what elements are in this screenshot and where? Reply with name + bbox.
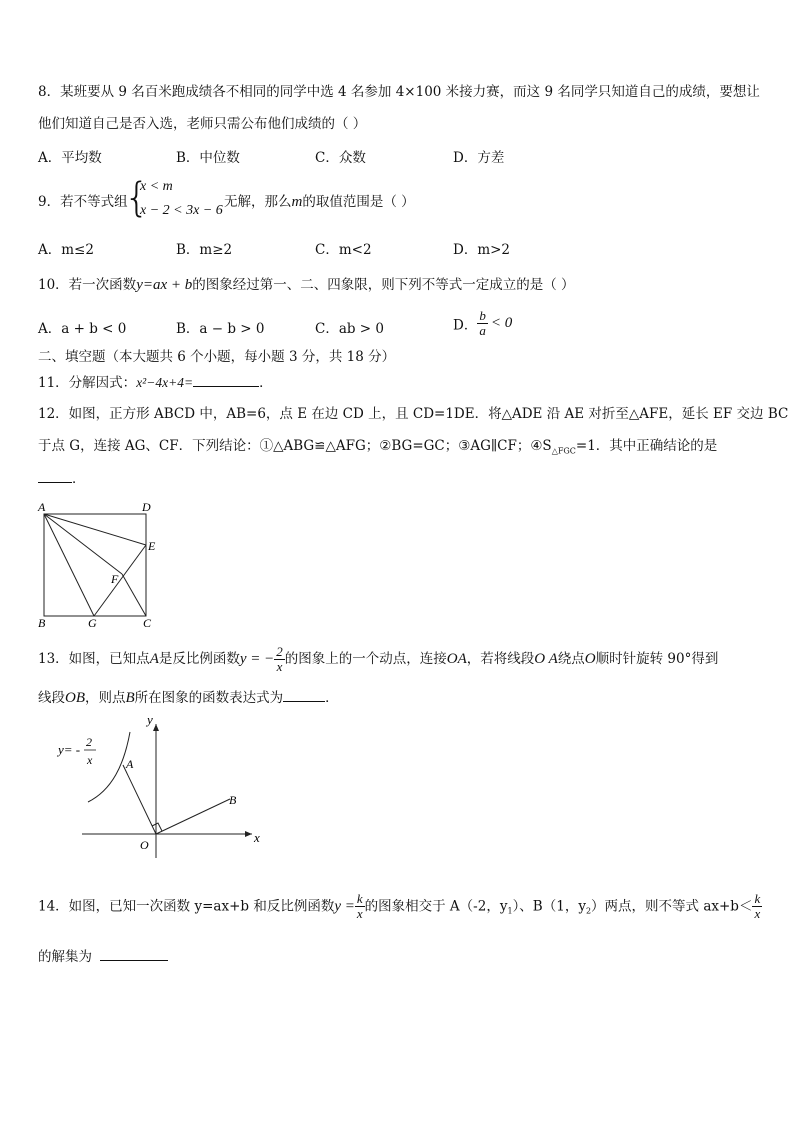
q11-stem (38, 372, 273, 393)
q13-fn-fraction (274, 645, 285, 674)
q8-option-a: A．平均数 (38, 150, 102, 166)
q13-tail3: 绕点 (557, 651, 585, 667)
label-g: G (88, 616, 97, 630)
q13-o: O (584, 651, 596, 667)
q14-fn-lhs: y = (334, 898, 355, 915)
q10-option-a: A．a + b < 0 (38, 321, 127, 337)
label-e: E (148, 539, 156, 553)
q10-stem (38, 275, 575, 295)
q12-line1: 12．如图，正方形 ABCD 中，AB=6，点 E 在边 CD 上，且 CD=1DE．将△ADE 沿 AE 对折至△AFE，延长 EF 交边 BC (38, 406, 789, 422)
graph-b-label: B (229, 793, 237, 807)
q9-brace: { (124, 175, 150, 221)
q14-fn-fraction (355, 892, 365, 921)
q14-mid3: ）两点，则不等式 ax+b＜ (591, 898, 753, 915)
q8-option-c: C．众数 (315, 150, 366, 166)
segment-eg (94, 545, 146, 616)
q12-line2-text: 于点 G，连接 AG、CF．下列结论：①△ABG≌△AFG；②BG=GC；③AG∥CF；④S (38, 438, 552, 454)
q9-prefix: 9．若不等式组 (38, 194, 128, 210)
x-axis-arrow (245, 831, 252, 837)
q14-line2 (38, 946, 168, 967)
q12-line2-sub: △FGC (551, 446, 576, 456)
q13-fn-lhs: y = − (239, 651, 275, 667)
graph-o-label: O (140, 838, 149, 852)
label-f: F (111, 572, 119, 586)
q10-suffix: 的图象经过第一、二、四象限，则下列不等式一定成立的是（ ） (192, 277, 575, 293)
label-c: C (143, 616, 152, 630)
q10-prefix: 10．若一次函数 (38, 277, 137, 293)
q13-a: A (149, 651, 159, 667)
q13-line2-tail: 所在图象的函数表达式为 (134, 690, 284, 706)
q14-fn-den: x (356, 906, 363, 921)
q14-mid: 的图象相交于 A（-2，y (364, 898, 508, 915)
segment-ob (156, 799, 230, 834)
q14-ineq-fraction (752, 892, 762, 921)
segment-ag (44, 514, 94, 616)
q10-option-d-den: a (479, 323, 486, 338)
q13-coordinate-figure (52, 710, 272, 858)
q10-option-d-fraction (477, 309, 488, 338)
q10-option-b: B．a − b > 0 (176, 321, 265, 337)
q14-fn-num: k (356, 891, 363, 906)
q13-tail2: ，若将线段 (466, 651, 535, 667)
label-d: D (142, 500, 151, 514)
q9-suffix-b: 的取值范围是（ ） (302, 194, 415, 210)
q14-ineq-den: x (754, 906, 761, 921)
q13-line2 (38, 687, 339, 708)
graph-y-label: y (147, 712, 153, 727)
q14-sub1: 1 (507, 906, 513, 916)
q10-option-c: C．ab > 0 (315, 321, 385, 337)
q13-tail: 的图象上的一个动点，连接 (284, 651, 447, 667)
q9-option-a: A．m≤2 (38, 242, 94, 258)
label-a: A (38, 500, 46, 514)
graph-fn-den: x (87, 753, 93, 767)
q9-suffix-a: 无解，那么 (224, 194, 292, 210)
graph-fn-label: y= - (58, 742, 81, 757)
graph-fn-num: 2 (86, 735, 92, 749)
q12-line3 (38, 468, 86, 489)
q13-ob: OB (65, 690, 85, 706)
q14-ineq-num: k (754, 891, 761, 906)
y-axis-arrow (153, 724, 159, 731)
q14-answer-blank[interactable] (100, 946, 168, 961)
q8-line1: 8．某班要从 9 名百米跑成绩各不相同的同学中选 4 名参加 4×100 米接力赛，而这 9 名同学只知道自己的成绩，要想让 (38, 84, 760, 100)
q13-oa2: O A (534, 651, 558, 667)
q14-line2-text: 的解集为 (38, 949, 92, 965)
q12-line2-tail: =1．其中正确结论的是 (575, 438, 718, 454)
q10-func: y=ax + b (136, 277, 193, 293)
q13-tail4: 顺时针旋转 90°得到 (595, 651, 719, 667)
q9-suffix (224, 192, 415, 212)
q12-line2 (38, 436, 717, 462)
q10-option-d (453, 309, 512, 338)
segment-af (44, 514, 122, 574)
q13-line2-prefix: 线段 (38, 690, 65, 706)
q9-option-c: C．m<2 (315, 242, 372, 258)
section-title-fill-in: 二、填空题（本大题共 6 个小题，每小题 3 分，共 18 分） (38, 349, 396, 365)
q10-option-d-label: D． (453, 317, 478, 334)
q13-fn-num: 2 (276, 644, 283, 659)
q12-line3-tail: ． (72, 471, 86, 487)
q13-prefix: 13．如图，已知点 (38, 651, 150, 667)
q13-answer-blank[interactable] (283, 687, 325, 702)
graph-a-label: A (126, 757, 134, 771)
q12-answer-blank[interactable] (38, 468, 72, 483)
q14-prefix: 14．如图，已知一次函数 y=ax+b 和反比例函数 (38, 898, 335, 915)
q11-prefix: 11．分解因式： (38, 375, 137, 391)
q14-mid2: ）、B（1，y (512, 898, 586, 915)
segment-fc (122, 574, 146, 616)
q8-option-b: B．中位数 (176, 150, 240, 166)
q14-line1 (38, 892, 762, 922)
q13-line2-mid: ，则点 (85, 690, 126, 706)
segment-ae (44, 514, 146, 545)
q9-option-b: B．m≥2 (176, 242, 233, 258)
q13-line1 (38, 645, 718, 674)
q13-mid: 是反比例函数 (158, 651, 240, 667)
graph-x-label: x (254, 830, 260, 845)
q8-line2: 他们知道自己是否入选，老师只需公布他们成绩的（ ） (38, 116, 367, 132)
q11-tail: ． (259, 375, 273, 391)
q8-option-d: D．方差 (453, 150, 505, 166)
segment-oa (123, 765, 156, 834)
q10-option-d-tail: < 0 (490, 315, 513, 331)
q13-line2-end: ． (325, 690, 339, 706)
q13-b: B (125, 690, 135, 706)
q13-oa: OA (446, 651, 467, 667)
q9-var: m (291, 194, 303, 210)
q14-sub2: 2 (585, 906, 592, 916)
q10-option-d-num: b (479, 308, 486, 323)
q11-answer-blank[interactable] (193, 372, 259, 387)
q9-row2: x − 2 < 3x − 6 (140, 203, 223, 218)
q12-square-figure (30, 496, 170, 632)
q11-expr: x²−4x+4= (136, 375, 194, 390)
q13-fn-den: x (276, 659, 283, 674)
q9-row1: x < m (140, 179, 173, 194)
q9-option-d: D．m>2 (453, 242, 511, 258)
label-b: B (38, 616, 46, 630)
